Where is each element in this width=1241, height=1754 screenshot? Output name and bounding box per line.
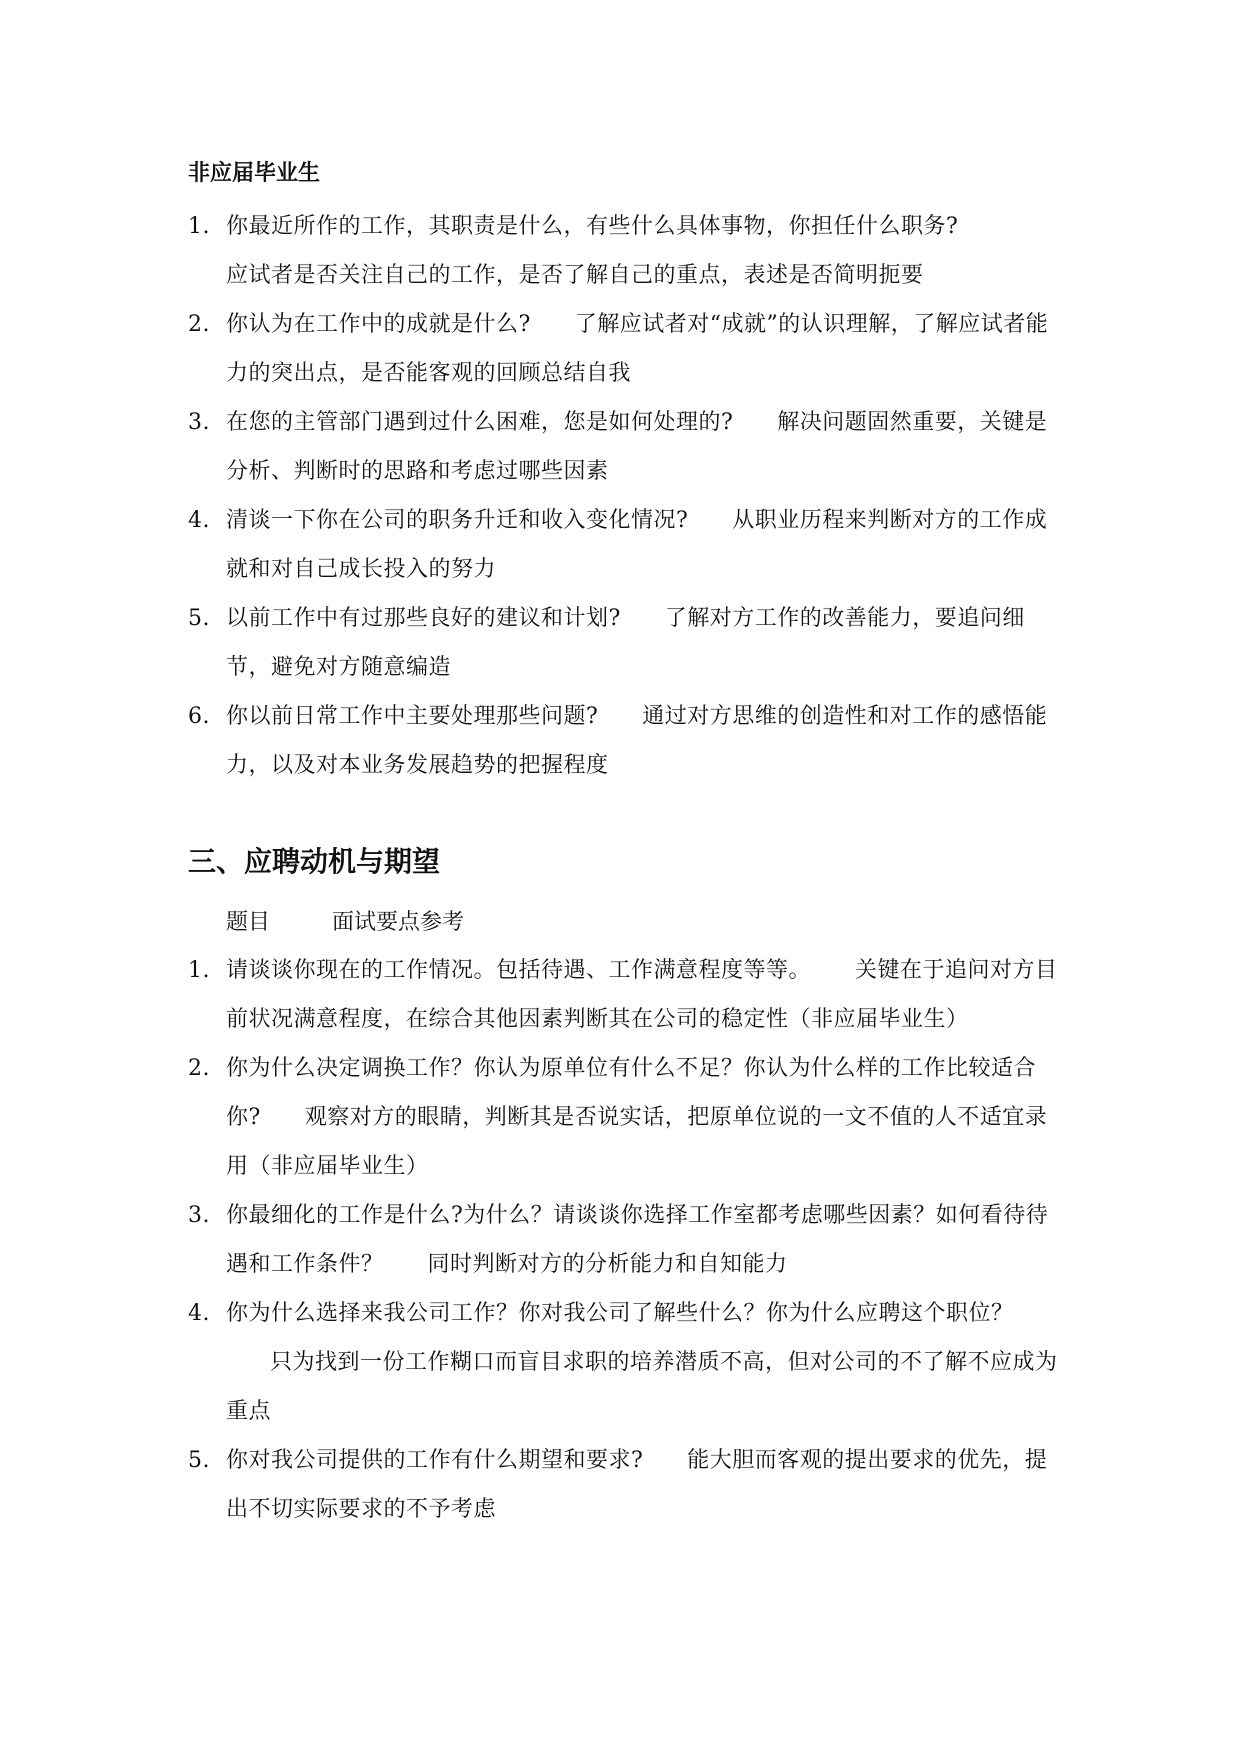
item-question: 你为什么决定调换工作？你认为原单位有什么不足？你认为什么样的工作比较适合你? <box>226 1056 1037 1130</box>
item-note: 解决问题固然重要，关键是分析、判断时的思路和考虑过哪些因素 <box>226 410 1048 484</box>
item-note: 从职业历程来判断对方的工作成就和对自己成长投入的努力 <box>226 508 1048 582</box>
item-number: 1. <box>188 958 210 983</box>
item-note: 只为找到一份工作糊口而盲目求职的培养潜质不高，但对公司的不了解不应成为重点 <box>226 1350 1058 1424</box>
list-item <box>188 1044 1068 1191</box>
item-question: 以前工作中有过那些良好的建议和计划? <box>226 606 621 631</box>
section-heading-motivation: 三、应聘动机与期望 <box>188 845 441 878</box>
item-question: 请谈谈你现在的工作情况。包括待遇、工作满意程度等等。 <box>226 958 812 983</box>
item-note: 能大胆而客观的提出要求的优先，提出不切实际要求的不予考虑 <box>226 1448 1048 1522</box>
column-header-topic: 题目 <box>226 910 271 935</box>
item-note: 同时判断对方的分析能力和自知能力 <box>427 1252 788 1277</box>
item-note: 观察对方的眼睛，判断其是否说实话，把原单位说的一文不值的人不适宜录用（非应届毕业生） <box>226 1105 1048 1179</box>
column-header-key-points: 面试要点参考 <box>332 910 465 935</box>
item-number: 5. <box>188 1448 210 1473</box>
item-question: 你对我公司提供的工作有什么期望和要求? <box>226 1448 644 1473</box>
item-number: 2. <box>188 1056 210 1081</box>
item-question: 你最细化的工作是什么?为什么？请谈谈你选择工作室都考虑哪些因素？如何看待待遇和工作条件？ <box>226 1203 1049 1277</box>
item-number: 3. <box>188 1203 210 1228</box>
item-note: 了解应试者对“成就”的认识理解，了解应试者能力的突出点，是否能客观的回顾总结自我 <box>226 312 1049 386</box>
subheading-non-graduates: 非应届毕业生 <box>188 161 321 186</box>
list-item <box>188 1191 1068 1289</box>
item-note: 关键在于追问对方目前状况满意程度，在综合其他因素判断其在公司的稳定性（非应届毕业生） <box>226 958 1058 1032</box>
list-item <box>188 1289 1068 1436</box>
item-number: 3. <box>188 410 210 435</box>
item-number: 5. <box>188 606 210 631</box>
list-item <box>188 1436 1068 1534</box>
item-number: 6. <box>188 704 210 729</box>
list-item <box>188 300 1068 398</box>
item-question: 你以前日常工作中主要处理那些问题? <box>226 704 599 729</box>
list-item <box>188 692 1068 790</box>
list-item <box>188 594 1068 692</box>
question-list-experience <box>188 202 1068 790</box>
question-list-motivation <box>188 946 1068 1534</box>
item-question: 你认为在工作中的成就是什么? <box>226 312 531 337</box>
item-question: 你为什么选择来我公司工作？你对我公司了解些什么？你为什么应聘这个职位？ <box>226 1301 1014 1326</box>
item-question: 你最近所作的工作，其职责是什么，有些什么具体事物，你担任什么职务? <box>226 214 959 239</box>
item-number: 1. <box>188 214 210 239</box>
list-item <box>188 946 1068 1044</box>
column-headers <box>226 903 464 943</box>
item-number: 2. <box>188 312 210 337</box>
item-number: 4. <box>188 1301 210 1326</box>
list-item <box>188 202 1068 300</box>
item-note: 应试者是否关注自己的工作，是否了解自己的重点，表述是否简明扼要 <box>226 263 924 288</box>
item-question: 在您的主管部门遇到过什么困难，您是如何处理的? <box>226 410 734 435</box>
item-number: 4. <box>188 508 210 533</box>
item-note: 通过对方思维的创造性和对工作的感悟能力，以及对本业务发展趋势的把握程度 <box>226 704 1048 778</box>
item-note: 了解对方工作的改善能力，要追问细节，避免对方随意编造 <box>226 606 1025 680</box>
list-item <box>188 496 1068 594</box>
list-item <box>188 398 1068 496</box>
item-question: 清谈一下你在公司的职务升迁和收入变化情况? <box>226 508 689 533</box>
